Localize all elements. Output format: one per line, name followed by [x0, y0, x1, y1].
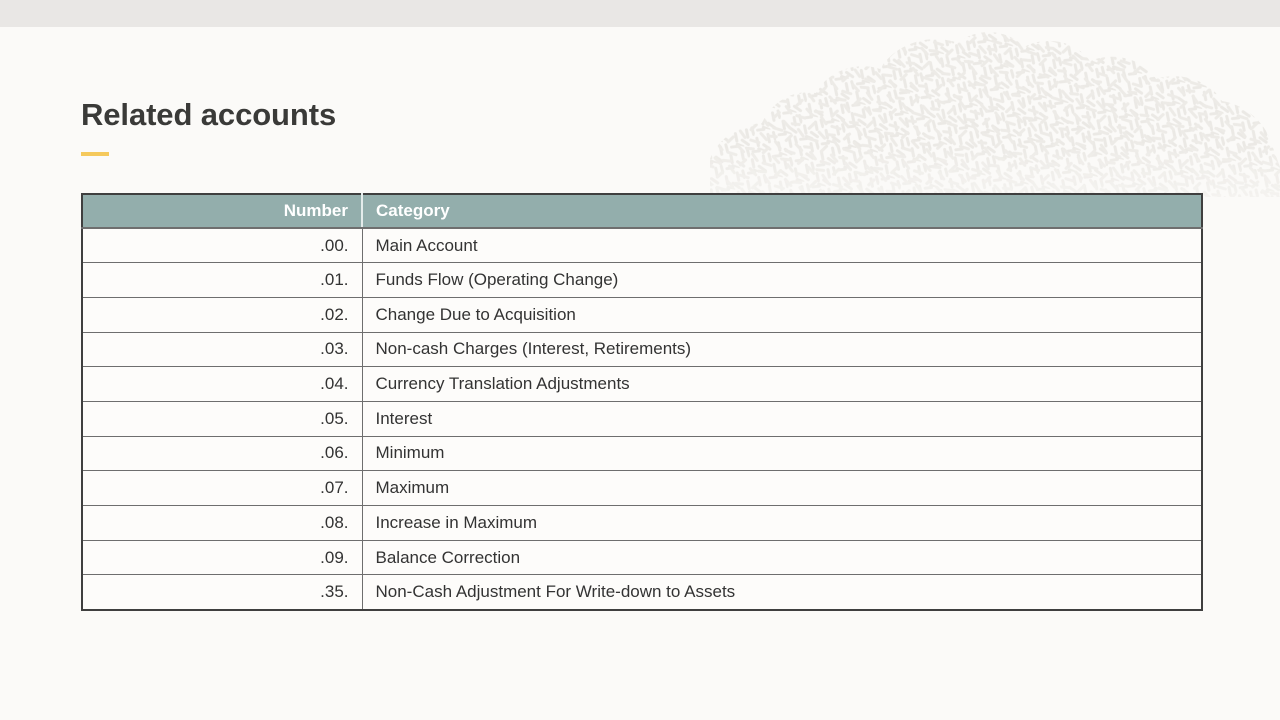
- table-row[interactable]: [82, 401, 1202, 436]
- cell-category: Balance Correction: [362, 540, 1202, 575]
- table-row[interactable]: [82, 506, 1202, 541]
- cell-number: .08.: [82, 506, 362, 541]
- cell-category: Main Account: [362, 228, 1202, 263]
- cell-number: .07.: [82, 471, 362, 506]
- cell-number: .35.: [82, 575, 362, 610]
- cell-number: .00.: [82, 228, 362, 263]
- cell-category: Minimum: [362, 436, 1202, 471]
- cell-category: Non-cash Charges (Interest, Retirements): [362, 332, 1202, 367]
- cell-category: Increase in Maximum: [362, 506, 1202, 541]
- table-row[interactable]: [82, 263, 1202, 298]
- cell-category: Funds Flow (Operating Change): [362, 263, 1202, 298]
- cloud-texture-pattern-icon: [710, 27, 1280, 197]
- cell-category: Interest: [362, 401, 1202, 436]
- related-accounts-table: [81, 193, 1203, 611]
- table-row[interactable]: [82, 367, 1202, 402]
- table-row[interactable]: [82, 332, 1202, 367]
- cell-number: .02.: [82, 297, 362, 332]
- table-header-row: [82, 194, 1202, 228]
- column-header-number[interactable]: Number: [82, 194, 362, 228]
- cell-number: .04.: [82, 367, 362, 402]
- cell-number: .05.: [82, 401, 362, 436]
- cell-number: .09.: [82, 540, 362, 575]
- cell-number: .01.: [82, 263, 362, 298]
- cell-category: Maximum: [362, 471, 1202, 506]
- table-header: [82, 194, 1202, 228]
- title-block: [81, 98, 336, 156]
- column-header-category[interactable]: Category: [362, 194, 1202, 228]
- title-accent-bar: [81, 152, 109, 156]
- table-row[interactable]: [82, 575, 1202, 610]
- top-chrome-bar: [0, 0, 1280, 27]
- table-row[interactable]: [82, 540, 1202, 575]
- table-row[interactable]: [82, 228, 1202, 263]
- cell-category: Change Due to Acquisition: [362, 297, 1202, 332]
- table-row[interactable]: [82, 471, 1202, 506]
- table-row[interactable]: [82, 436, 1202, 471]
- table-body: [82, 228, 1202, 610]
- table-row[interactable]: [82, 297, 1202, 332]
- cell-category: Non-Cash Adjustment For Write-down to Assets: [362, 575, 1202, 610]
- cell-category: Currency Translation Adjustments: [362, 367, 1202, 402]
- cell-number: .03.: [82, 332, 362, 367]
- cell-number: .06.: [82, 436, 362, 471]
- page-title: Related accounts: [81, 97, 337, 132]
